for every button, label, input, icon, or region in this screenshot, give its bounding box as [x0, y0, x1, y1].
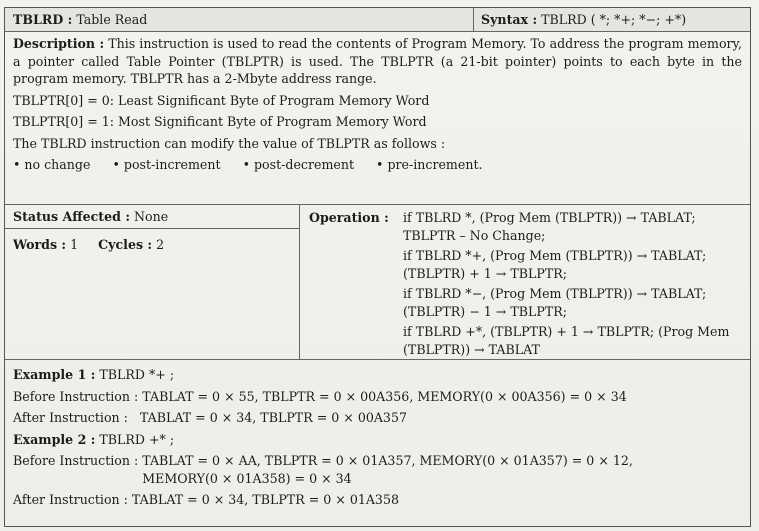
example-1-after: [13, 409, 742, 427]
before-value: TABLAT = 0 × 55, TBLPTR = 0 × 00A356, MEMORY(0 × 00A356) = 0 × 34: [142, 388, 627, 404]
operation-label: Operation :: [309, 210, 389, 225]
before-label: Before Instruction :: [13, 453, 139, 468]
after-value: TABLAT = 0 × 34, TBLPTR = 0 × 00A357: [139, 410, 407, 425]
mode-item: • post-decrement: [242, 157, 355, 172]
example-2-after: [13, 491, 742, 509]
examples-row: [5, 360, 750, 527]
description-label: Description :: [13, 36, 105, 51]
operation-item: if TBLRD *+, (Prog Mem (TBLPTR)) → TABLAT; (TBLPTR) + 1 → TBLPTR;: [403, 248, 707, 281]
cycles-value: 2: [156, 237, 165, 252]
example-1-title: [13, 366, 742, 384]
operation-cell: [301, 205, 751, 361]
mode-item: • post-increment: [112, 157, 221, 172]
syntax-cell: [473, 8, 751, 31]
operation-item: if TBLRD *, (Prog Mem (TBLPTR)) → TABLAT; TBLPTR – No Change;: [403, 210, 696, 243]
modes-list: [13, 156, 742, 174]
cycles-label: Cycles :: [98, 237, 153, 252]
instruction-table: [4, 7, 751, 527]
after-label: After Instruction :: [13, 410, 128, 425]
msb-line: TBLPTR[0] = 1: Most Significant Byte of Program Memory Word: [13, 114, 427, 129]
status-affected: [5, 205, 299, 229]
status-value: None: [134, 209, 169, 224]
example-2-label: Example 2 :: [13, 431, 96, 447]
example-2-title: [13, 431, 742, 449]
example-1-label: Example 1 :: [13, 367, 96, 382]
operation-block: [309, 209, 743, 358]
lsb-line: TBLPTR[0] = 0: Least Significant Byte of Program Memory Word: [13, 92, 430, 108]
instruction-name: Table Read: [76, 12, 148, 27]
example-1-code: TBLRD *+ ;: [99, 367, 175, 382]
example-2-code: TBLRD +* ;: [99, 431, 175, 447]
before-value: TABLAT = 0 × AA, TBLPTR = 0 × 01A357, MEMORY(0 × 01A357) = 0 × 12, MEMORY(0 × 01A358) = 0 × 34: [142, 453, 633, 486]
example-2-before: [13, 452, 742, 487]
words-value: 1: [70, 237, 79, 252]
words-cycles: [13, 236, 164, 254]
mode-item: • pre-increment.: [376, 157, 483, 172]
modify-line: The TBLRD instruction can modify the value of TBLPTR as follows :: [13, 135, 446, 151]
status-cell: [5, 205, 300, 359]
after-label: After Instruction :: [13, 492, 128, 507]
operation-item: if TBLRD *−, (Prog Mem (TBLPTR)) → TABLAT; (TBLPTR) − 1 → TBLPTR;: [403, 286, 707, 319]
operation-item: if TBLRD +*, (TBLPTR) + 1 → TBLPTR; (Prog Mem (TBLPTR)) → TABLAT: [403, 324, 730, 357]
syntax-value: TBLRD ( *; *+; *−; +*): [541, 12, 687, 27]
description-text: This instruction is used to read the contents of Program Memory. To address the program memory, a pointer called Table Pointer (TBLPTR) is used. The TBLPTR (a 21-bit pointer) points to each byte in the program memory. TBLPTR has a 2-Mbyte address range.: [13, 36, 742, 86]
status-label: Status Affected :: [13, 209, 130, 224]
description-paragraph: [13, 35, 742, 88]
syntax-label: Syntax :: [481, 12, 538, 27]
instruction-title: [13, 11, 147, 29]
before-label: Before Instruction :: [13, 388, 139, 404]
instruction-label: TBLRD :: [13, 12, 73, 27]
header-row: [5, 8, 750, 32]
after-value: TABLAT = 0 × 34, TBLPTR = 0 × 01A358: [131, 492, 399, 507]
description-row: [5, 32, 750, 205]
example-1-before: [13, 388, 742, 406]
words-label: Words :: [13, 237, 67, 252]
status-operation-row: [5, 205, 750, 360]
mode-item: • no change: [13, 157, 91, 172]
